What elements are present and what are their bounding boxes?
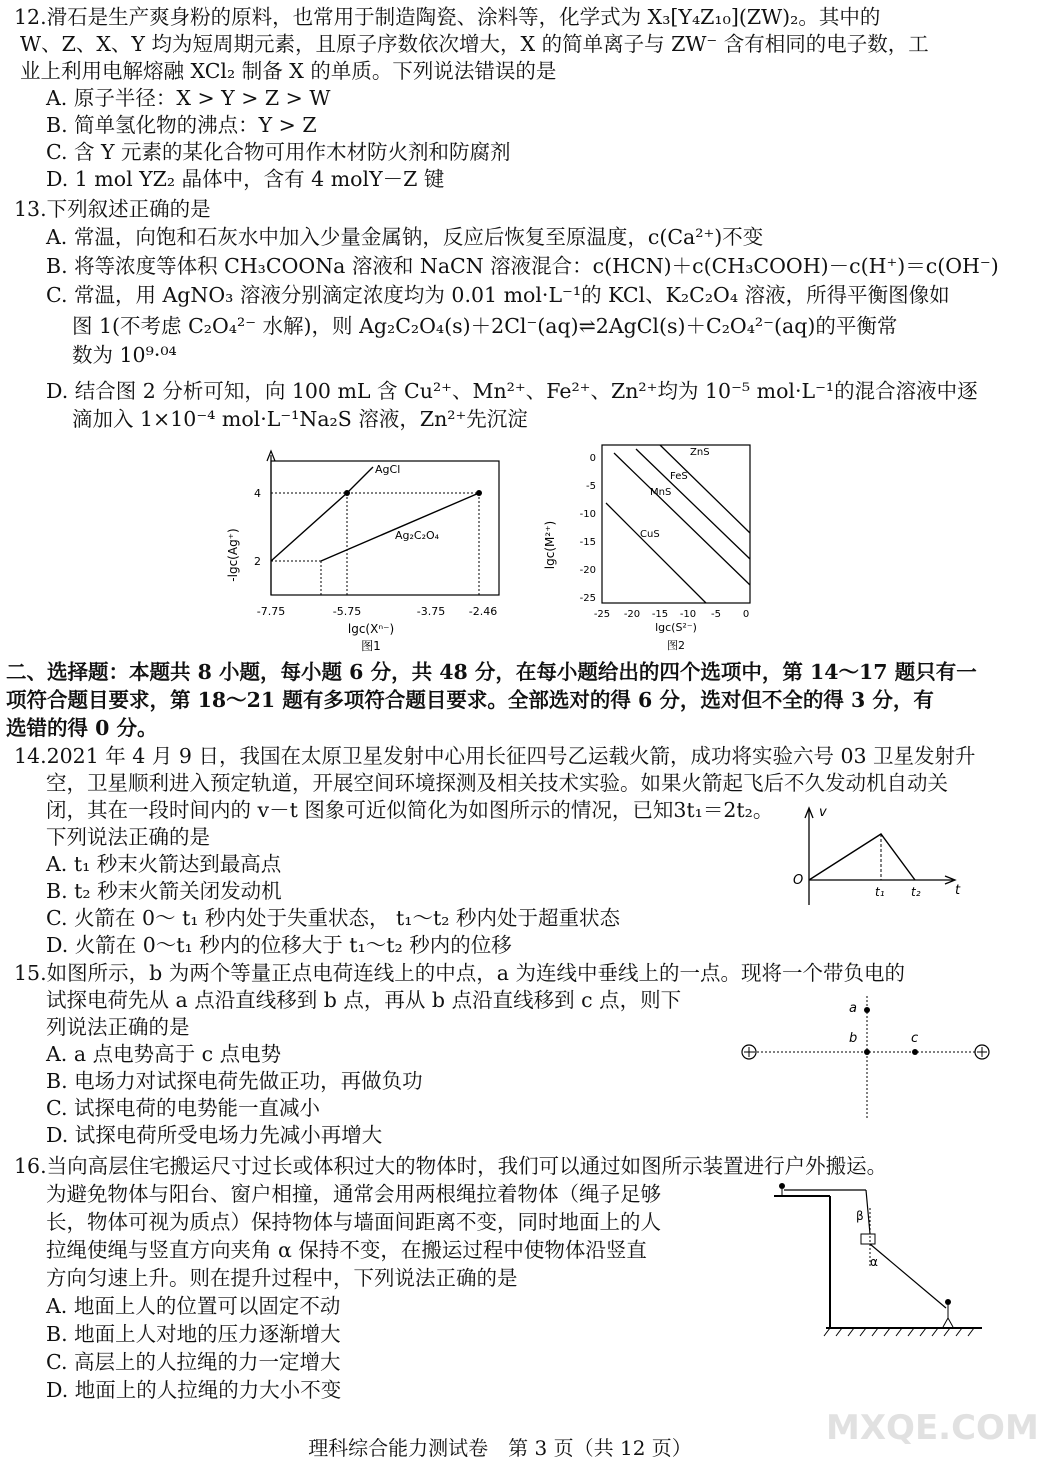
q13-option-c-line1: C. 常温，用 AgNO₃ 溶液分别滴定浓度均为 0.01 mol·L⁻¹的 KCl、K₂C₂O₄ 溶液，所得平衡图像如 bbox=[46, 283, 950, 307]
fig2-frame bbox=[602, 445, 750, 603]
fig2-xtick-0: 0 bbox=[742, 609, 750, 620]
fig2-line-zns bbox=[660, 445, 750, 533]
fig2-ytick-15: -15 bbox=[579, 537, 596, 548]
q12-option-d: D. 1 mol YZ₂ 晶体中，含有 4 molY－Z 键 bbox=[46, 167, 445, 191]
vt-figure bbox=[785, 800, 970, 920]
q15-line2: 试探电荷先从 a 点沿直线移到 b 点，再从 b 点沿直线移到 c 点，则下 bbox=[46, 988, 682, 1012]
fig1-agcl-label: AgCl bbox=[375, 463, 401, 476]
q15-option-d: D. 试探电荷所受电场力先减小再增大 bbox=[46, 1123, 383, 1147]
q15-option-b: B. 电场力对试探电荷先做正功，再做负功 bbox=[46, 1069, 423, 1093]
q16-option-b: B. 地面上人对地的压力逐渐增大 bbox=[46, 1322, 341, 1346]
q12-option-a: A. 原子半径：X > Y > Z > W bbox=[46, 86, 331, 110]
figure-1 bbox=[225, 445, 515, 655]
label-b: b bbox=[849, 1031, 858, 1046]
fig1-xtick-575: -5.75 bbox=[332, 605, 362, 618]
positive-charge-right-icon bbox=[975, 1045, 989, 1059]
q15-line3: 列说法正确的是 bbox=[46, 1015, 190, 1039]
fig2-line-fes bbox=[636, 449, 750, 559]
section2-line2: 项符合题目要求，第 18～21 题有多项符合题目要求。全部选对的得 6 分，选对但不全的得 3 分，有 bbox=[6, 688, 934, 712]
top-person-icon bbox=[779, 1183, 785, 1195]
section2-line3: 选错的得 0 分。 bbox=[6, 716, 158, 740]
vt-v-label: v bbox=[819, 805, 827, 820]
fig2-ytick-20: -20 bbox=[579, 565, 596, 576]
q12-option-c: C. 含 Y 元素的某化合物可用作木材防火剂和防腐剂 bbox=[46, 140, 511, 164]
fig1-caption: 图1 bbox=[361, 639, 381, 653]
fig1-ag2c2o4-line bbox=[321, 493, 479, 561]
fig2-lines bbox=[606, 445, 750, 603]
fig2-label-cus: CuS bbox=[640, 529, 660, 540]
page-footer: 理科综合能力测试卷 第 3 页（共 12 页） bbox=[308, 1436, 692, 1460]
q14-option-a: A. t₁ 秒末火箭达到最高点 bbox=[46, 852, 282, 876]
q15-option-c: C. 试探电荷的电势能一直减小 bbox=[46, 1096, 320, 1120]
fig1-ag2c2o4-label: Ag₂C₂O₄ bbox=[395, 529, 440, 542]
rope-figure bbox=[770, 1178, 990, 1338]
fig1-agcl-line bbox=[271, 467, 373, 561]
q14-option-d: D. 火箭在 0～t₁ 秒内的位移大于 t₁～t₂ 秒内的位移 bbox=[46, 933, 512, 957]
q13-option-c-line2: 图 1(不考虑 C₂O₄²⁻ 水解)，则 Ag₂C₂O₄(s)＋2Cl⁻(aq)⇌2AgCl(s)＋C₂O₄²⁻(aq)的平衡常 bbox=[72, 314, 898, 338]
label-c: c bbox=[911, 1031, 919, 1046]
fig2-xtick-25: -25 bbox=[593, 609, 611, 620]
fig1-xtick-246: -2.46 bbox=[468, 605, 498, 618]
fig1-ytick-4: 4 bbox=[254, 487, 261, 500]
section2-line1: 二、选择题：本题共 8 小题，每小题 6 分，共 48 分，在每小题给出的四个选项中，第 14～17 题只有一 bbox=[6, 660, 977, 684]
q14-option-b: B. t₂ 秒末火箭关闭发动机 bbox=[46, 879, 282, 903]
q16-option-c: C. 高层上的人拉绳的力一定增大 bbox=[46, 1350, 341, 1374]
point-a bbox=[864, 1007, 870, 1013]
fig2-ylabel: lgc(M²⁺) bbox=[543, 520, 557, 570]
q16-line1: 16.当向高层住宅搬运尺寸过长或体积过大的物体时，我们可以通过如图所示装置进行户外搬运。 bbox=[14, 1154, 888, 1178]
q14-line4: 下列说法正确的是 bbox=[46, 825, 210, 849]
fig2-ytick-0: 0 bbox=[589, 453, 596, 464]
alpha-label: α bbox=[870, 1255, 878, 1269]
ground-person-icon bbox=[943, 1299, 953, 1327]
beta-label: β bbox=[856, 1209, 864, 1223]
fig2-line-cus bbox=[606, 503, 706, 603]
fig1-point-agcl bbox=[344, 490, 350, 496]
q12-option-b: B. 简单氢化物的沸点：Y > Z bbox=[46, 113, 317, 137]
vt-t1-label: t₁ bbox=[875, 885, 885, 899]
fig1-xtick-375: -3.75 bbox=[416, 605, 446, 618]
q13-option-c-line3: 数为 10⁹·⁰⁴ bbox=[72, 343, 177, 367]
q13-option-d-line2: 滴加入 1×10⁻⁴ mol·L⁻¹Na₂S 溶液，Zn²⁺先沉淀 bbox=[72, 407, 528, 431]
point-b bbox=[864, 1049, 870, 1055]
fig1-xlabel: lgc(Xⁿ⁻) bbox=[347, 622, 395, 636]
ground-hatch bbox=[824, 1328, 974, 1336]
q15-line1: 15.如图所示，b 为两个等量正点电荷连线上的中点，a 为连线中垂线上的一点。现将一个带负电的 bbox=[14, 961, 905, 985]
fig1-point-ag2c2o4 bbox=[476, 490, 482, 496]
q13-option-d-line1: D. 结合图 2 分析可知，向 100 mL 含 Cu²⁺、Mn²⁺、Fe²⁺、Zn²⁺均为 10⁻⁵ mol·L⁻¹的混合溶液中逐 bbox=[46, 379, 978, 403]
fig2-label-mns: MnS bbox=[650, 487, 672, 498]
q13-option-b: B. 将等浓度等体积 CH₃COONa 溶液和 NaCN 溶液混合：c(HCN)＋c(CH₃COOH)－c(H⁺)＝c(OH⁻) bbox=[46, 254, 999, 278]
vt-t-label: t bbox=[955, 883, 961, 898]
q12-line3: 业上利用电解熔融 XCl₂ 制备 X 的单质。下列说法错误的是 bbox=[20, 59, 557, 83]
fig2-xtick-20: -20 bbox=[623, 609, 641, 620]
q16-line3: 长，物体可视为质点）保持物体与墙面间距离不变，同时地面上的人 bbox=[46, 1210, 661, 1234]
q12-line2: W、Z、X、Y 均为短周期元素，且原子序数依次增大，X 的简单离子与 ZW⁻ 含有相同的电子数，工 bbox=[20, 32, 929, 56]
q16-line2: 为避免物体与阳台、窗户相撞，通常会用两根绳拉着物体（绳子足够 bbox=[46, 1182, 661, 1206]
q16-line4: 拉绳使绳与竖直方向夹角 α 保持不变，在搬运过程中使物体沿竖直 bbox=[46, 1238, 647, 1262]
q14-line3: 闭，其在一段时间内的 v－t 图象可近似简化为如图所示的情况，已知3t₁＝2t₂。 bbox=[46, 798, 774, 822]
point-c bbox=[912, 1049, 918, 1055]
label-a: a bbox=[849, 1001, 857, 1016]
q14-line2: 空，卫星顺利进入预定轨道，开展空间环境探测及相关技术实验。如果火箭起飞后不久发动机自动关 bbox=[46, 771, 948, 795]
fig2-ytick-25: -25 bbox=[579, 593, 596, 604]
watermark: MXQE.COM bbox=[826, 1408, 1039, 1448]
fig2-ytick-10: -10 bbox=[579, 509, 596, 520]
fig1-xtick-775: -7.75 bbox=[256, 605, 286, 618]
vt-t2-label: t₂ bbox=[911, 885, 921, 899]
fig2-label-zns: ZnS bbox=[690, 447, 710, 458]
vt-origin-label: O bbox=[793, 873, 804, 888]
q15-option-a: A. a 点电势高于 c 点电势 bbox=[46, 1042, 282, 1066]
fig1-ytick-2: 2 bbox=[254, 555, 261, 568]
charges-figure bbox=[735, 990, 997, 1120]
q13-option-a: A. 常温，向饱和石灰水中加入少量金属钠，反应后恢复至原温度，c(Ca²⁺)不变 bbox=[46, 225, 764, 249]
fig2-xtick-15: -15 bbox=[651, 609, 669, 620]
q14-option-c: C. 火箭在 0～ t₁ 秒内处于失重状态， t₁～t₂ 秒内处于超重状态 bbox=[46, 906, 620, 930]
q16-line5: 方向匀速上升。则在提升过程中，下列说法正确的是 bbox=[46, 1266, 518, 1290]
top-rope bbox=[866, 1190, 870, 1234]
object-box bbox=[861, 1234, 875, 1244]
positive-charge-left-icon bbox=[742, 1045, 756, 1059]
fig2-xtick-5: -5 bbox=[711, 609, 721, 620]
fig1-ylabel: -lgc(Ag⁺) bbox=[226, 528, 240, 582]
fig2-label-fes: FeS bbox=[670, 471, 688, 482]
q16-option-d: D. 地面上的人拉绳的力大小不变 bbox=[46, 1378, 342, 1402]
ground-rope bbox=[870, 1244, 946, 1308]
figure-2 bbox=[540, 435, 770, 660]
q16-option-a: A. 地面上人的位置可以固定不动 bbox=[46, 1294, 341, 1318]
q14-line1: 14.2021 年 4 月 9 日，我国在太原卫星发射中心用长征四号乙运载火箭，成功将实验六号 03 卫星发射升 bbox=[14, 744, 976, 768]
fig2-ytick-5: -5 bbox=[586, 481, 596, 492]
fig2-caption: 图2 bbox=[667, 639, 685, 652]
fig2-xlabel: lgc(S²⁻) bbox=[655, 621, 697, 634]
q13-stem: 13.下列叙述正确的是 bbox=[14, 197, 211, 221]
fig1-frame bbox=[271, 461, 499, 595]
fig2-xtick-10: -10 bbox=[679, 609, 697, 620]
q12-line1: 12.滑石是生产爽身粉的原料，也常用于制造陶瓷、涂料等，化学式为 X₃[Y₄Z₁₀](ZW)₂。其中的 bbox=[14, 5, 881, 29]
vt-graph bbox=[809, 834, 915, 880]
